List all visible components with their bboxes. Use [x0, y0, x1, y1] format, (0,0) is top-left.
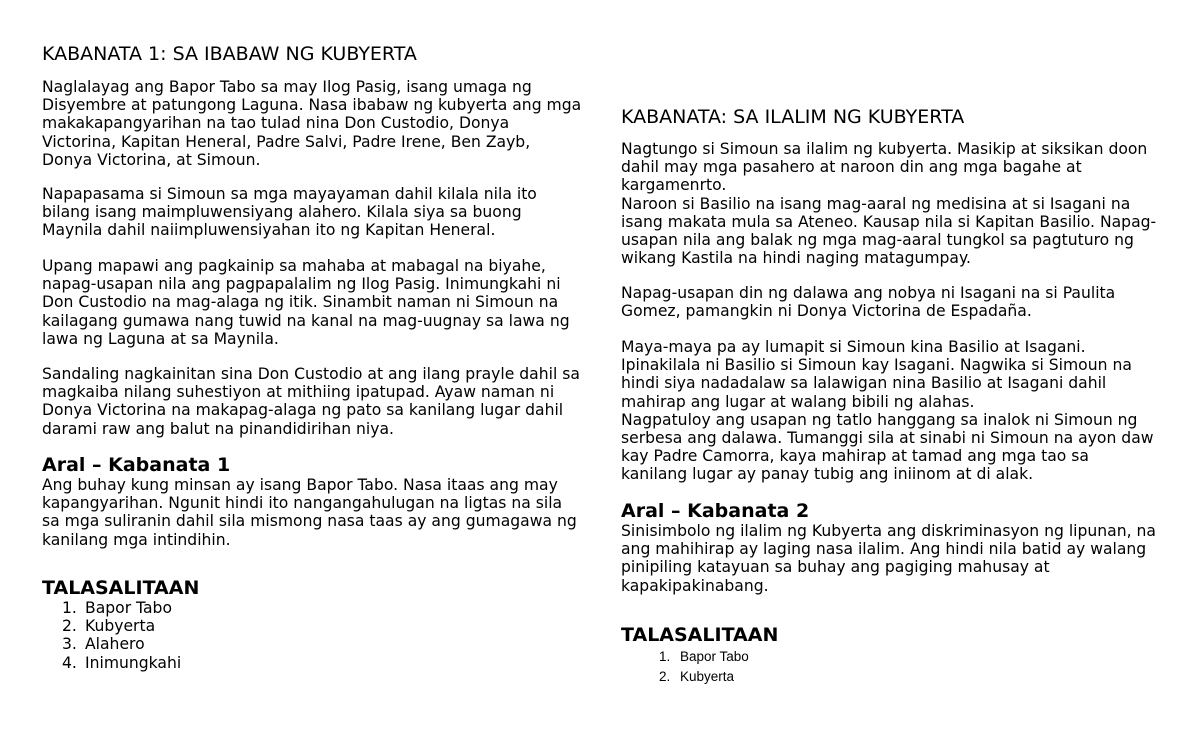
vocab-word: Inimungkahi [85, 653, 182, 672]
chapter-1-paragraph-1: Naglalayag ang Bapor Tabo sa may Ilog Pasig, isang umaga ng Disyembre at patungong Laguna. Nasa ibabaw ng kubyerta ang mga makakapangyarihan na tao tulad nina Don Custodio, Donya Victorina, Kapitan Heneral, Padre Salvi, Padre Irene, Ben Zayb, Donya Victorina, at Simoun. [42, 78, 582, 169]
vocab-item [62, 617, 181, 635]
vocab-number: 4. [62, 653, 77, 672]
chapter-1-paragraph-4: Sandaling nagkainitan sina Don Custodio at ang ilang prayle dahil sa magkaiba nilang suhestiyon at mithiing ipatupad. Ayaw naman ni Donya Victorina na makapag-alaga ng pato sa kanilang lugar dahil darami raw ang balut na pinandidirihan niya. [42, 365, 580, 438]
chapter-2-aral-heading: Aral – Kabanata 2 [621, 500, 810, 522]
vocab-number: 2. [62, 617, 77, 636]
chapter-2-paragraph-1: Nagtungo si Simoun sa ilalim ng kubyerta. Masikip at siksikan doon dahil may mga pasahero at naroon din ang mga bagahe at kargamenrto. Naroon si Basilio na isang mag-aaral ng medisina at si Isagani na isang makata mula sa Ateneo. Kausap nila si Kapitan Basilio. Napag- usapan nila ang balak ng mga mag-aaral tungkol sa pagtuturo ng wikang Kastila na hindi naging matagumpay. [621, 140, 1157, 268]
chapter-2-paragraph-3: Maya-maya pa ay lumapit si Simoun kina Basilio at Isagani. Ipinakilala ni Basilio si Simoun kay Isagani. Nagwika si Simoun na hindi siya nadadalaw sa lalawigan nina Basilio at Isagani dahil mahirap ang lugar at walang bibili ng alahas. Nagpatuloy ang usapan ng tatlo hanggang sa inalok ni Simoun ng serbesa ang dalawa. Tumanggi sila at sinabi ni Simoun na ayon daw kay Padre Camorra, kaya mahirap at tamad ang mga tao sa kanilang lugar ay panay tubig ang iniinom at di alak. [621, 338, 1154, 484]
chapter-1-title: KABANATA 1: SA IBABAW NG KUBYERTA [42, 43, 417, 65]
vocab-word: Bapor Tabo [85, 599, 172, 617]
vocab-item [62, 654, 181, 672]
vocab-item [62, 635, 181, 653]
vocab-number: 1. [62, 599, 77, 617]
chapter-1-vocab-heading: TALASALITAAN [42, 577, 200, 599]
vocab-number: 3. [62, 635, 77, 654]
chapter-1-paragraph-3: Upang mapawi ang pagkainip sa mahaba at mabagal na biyahe, napag-usapan nila ang pagpapalalim ng Ilog Pasig. Inimungkahi ni Don Custodio na mag-alaga ng itik. Sinambit naman ni Simoun na kailagang gumawa nang tuwid na kanal na mag-uugnay sa lawa ng lawa ng Laguna at sa Maynila. [42, 257, 570, 348]
vocab-number: 2. [659, 669, 671, 684]
vocab-item [62, 599, 181, 617]
chapter-2-vocab-list [659, 647, 749, 687]
chapter-1-vocab-list [62, 599, 181, 672]
vocab-word: Kubyerta [85, 617, 156, 636]
chapter-2-aral-text: Sinisimbolo ng ilalim ng Kubyerta ang diskriminasyon ng lipunan, na ang mahihirap ay laging nasa ilalim. Ang hindi nila batid ay walang pinipiling katayuan sa buhay ang pagiging mahusay at kapakipakinabang. [621, 522, 1156, 595]
vocab-word: Bapor Tabo [680, 649, 749, 664]
chapter-1-aral-text: Ang buhay kung minsan ay isang Bapor Tabo. Nasa itaas ang may kapangyarihan. Ngunit hindi ito nangangahulugan na ligtas na sila sa mga suliranin dahil sila mismong nasa taas ay ang gumagawa ng kanilang mga intindihin. [42, 476, 577, 549]
vocab-item [659, 667, 749, 687]
chapter-2-vocab-heading: TALASALITAAN [621, 624, 779, 646]
chapter-2-paragraph-2: Napag-usapan din ng dalawa ang nobya ni Isagani na si Paulita Gomez, pamangkin ni Donya Victorina de Espadaña. [621, 284, 1116, 321]
vocab-item [659, 647, 749, 667]
chapter-1-aral-heading: Aral – Kabanata 1 [42, 454, 231, 476]
chapter-2-title: KABANATA: SA ILALIM NG KUBYERTA [621, 106, 965, 128]
vocab-word: Alahero [85, 635, 145, 654]
chapter-1-paragraph-2: Napapasama si Simoun sa mga mayayaman dahil kilala nila ito bilang isang maimpluwensiyang alahero. Kilala siya sa buong Maynila dahil naiimpluwensiyahan ito ng Kapitan Heneral. [42, 185, 537, 240]
vocab-number: 1. [659, 649, 671, 664]
vocab-word: Kubyerta [680, 669, 735, 684]
